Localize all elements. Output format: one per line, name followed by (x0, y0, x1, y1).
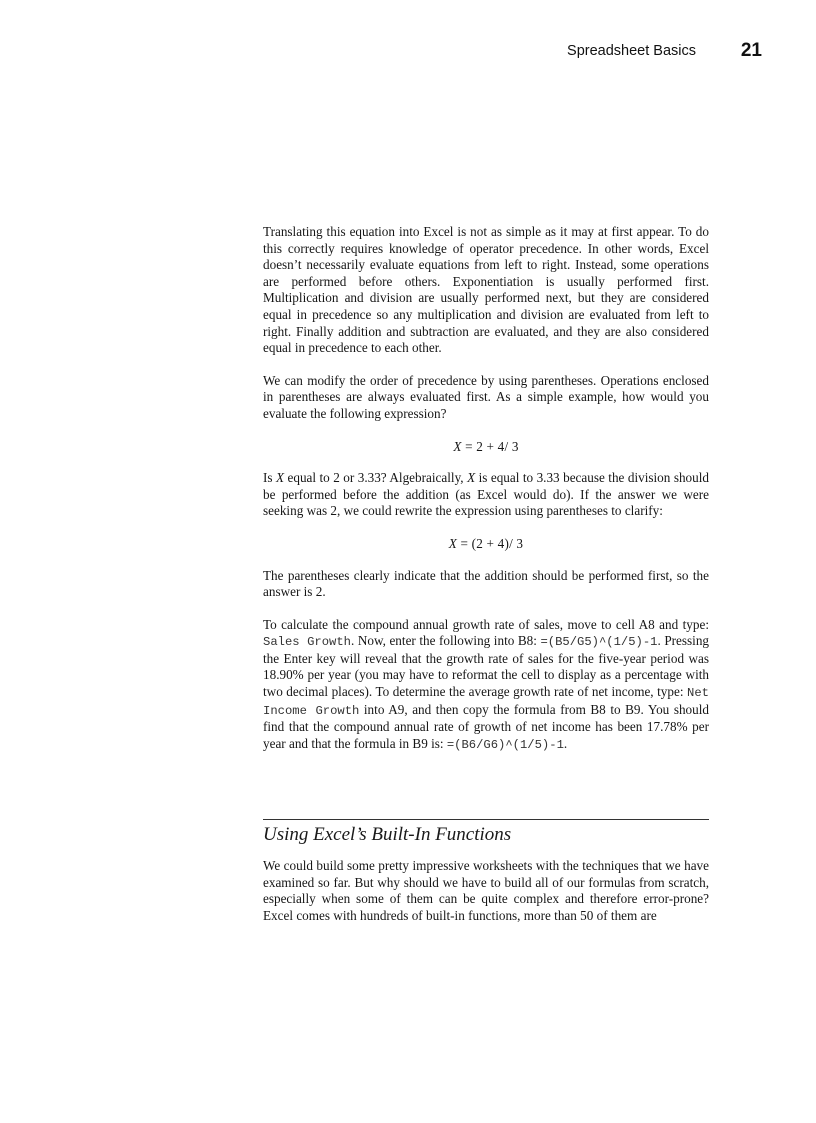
equation-1-expression: = 2 + 4/ 3 (461, 438, 519, 454)
text-span: To calculate the compound annual growth rate of sales, move to cell A8 and type: (263, 616, 709, 632)
code-net-income-growth: Net Income Growth (263, 686, 709, 718)
variable-x: X (467, 470, 476, 486)
page-number: 21 (740, 40, 762, 61)
paragraph-growth-rate (263, 617, 709, 754)
text-span: is equal to 3.33 because the division should be performed before the addition (as Excel would do). If the answer we were seeking was 2, we could rewrite the expression using parentheses to clarify: (263, 470, 709, 519)
paragraph-algebraic-answer (263, 470, 709, 520)
text-span: Is (263, 470, 276, 486)
body-text (263, 224, 709, 769)
code-formula-b9: =(B6/G6)^(1/5)-1 (446, 737, 564, 752)
section-built-in-functions (263, 803, 709, 940)
text-span: into A9, and then copy the formula from B8 to B9. You should find that the compound annual rate of growth of net income has been 17.78% per year and that the formula in B9 is: (263, 701, 710, 751)
equation-2-expression: = (2 + 4)/ 3 (457, 535, 524, 551)
paragraph-built-in-functions: We could build some pretty impressive worksheets with the techniques that we have examined so far. But why should we have to build all of our formulas from scratch, especially when some of them can be quite complex and therefore error-prone? Excel comes with hundreds of built-in functions, more than 50 of them are (263, 858, 709, 923)
code-sales-growth: Sales Growth (263, 635, 352, 650)
header-title: Spreadsheet Basics (567, 43, 696, 59)
paragraph-parentheses: We can modify the order of precedence by using parentheses. Operations enclosed in parentheses are always evaluated first. As a simple example, how would you evaluate the following expression? (263, 372, 709, 421)
paragraph-parentheses-answer: The parentheses clearly indicate that the addition should be performed first, so the answer is 2. (263, 567, 709, 600)
text-span: equal to 2 or 3.33? Algebraically, (284, 470, 468, 486)
equation-2 (263, 536, 709, 553)
text-span: . (563, 735, 568, 751)
equation-1-variable: X (453, 438, 462, 454)
section-divider (263, 819, 709, 820)
code-formula-b8: =(B5/G5)^(1/5)-1 (540, 635, 658, 650)
equation-1 (263, 439, 709, 456)
section-title: Using Excel’s Built-In Functions (263, 824, 512, 845)
variable-x: X (275, 470, 285, 486)
running-header (0, 40, 816, 63)
paragraph-operator-precedence: Translating this equation into Excel is not as simple as it may at first appear. To do this correctly requires knowledge of operator precedence. In other words, Excel doesn’t necessarily evaluate equations from left to right. Instead, some operations are performed before others. Exponentiation is usually performed first. Multiplication and division are usually performed next, but they are considered equal in precedence so any multiplication and division are evaluated from left to right. Finally addition and subtraction are evaluated, and they are also considered equal in precedence to each other. (263, 224, 709, 356)
text-span: . Now, enter the following into B8: (351, 633, 541, 649)
equation-2-variable: X (448, 535, 458, 551)
text-span: . Pressing the Enter key will reveal that the growth rate of sales for the five-year period was 18.90% per year (you may have to reformat the cell to display as a percentage with two decimal places). To determine the average growth rate of net income, type: (263, 633, 710, 700)
